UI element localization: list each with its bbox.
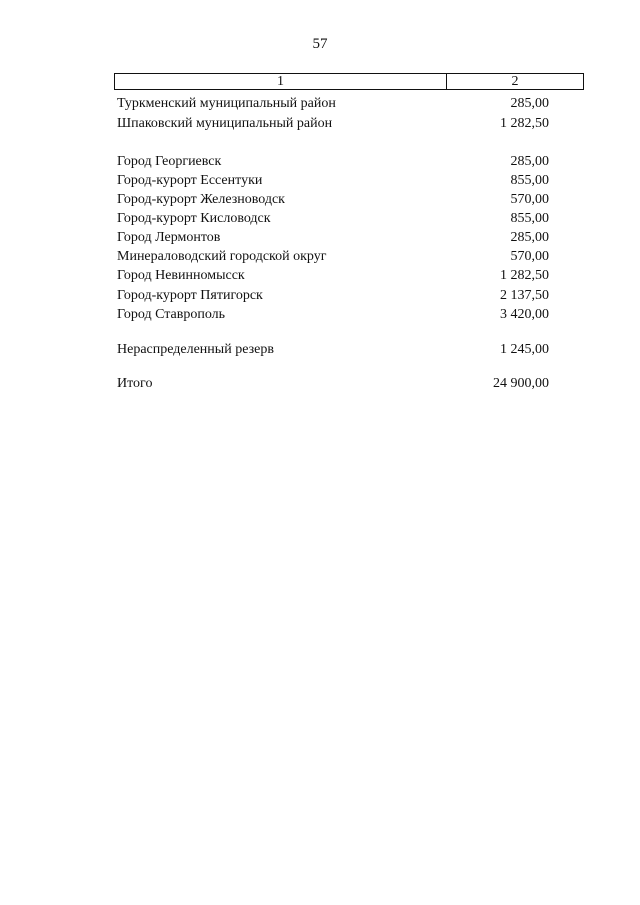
table-row bbox=[117, 152, 549, 171]
row-name: Туркменский муниципальный район bbox=[117, 96, 336, 111]
row-value: 1 245,00 bbox=[500, 342, 549, 357]
page-number: 57 bbox=[312, 36, 328, 52]
row-name: Город-курорт Железноводск bbox=[117, 192, 285, 207]
row-name: Итого bbox=[117, 376, 153, 391]
table-row bbox=[117, 266, 549, 285]
table-row bbox=[117, 114, 549, 133]
row-value: 285,00 bbox=[510, 96, 549, 111]
table-row bbox=[117, 286, 549, 305]
table-row bbox=[117, 247, 549, 266]
row-value: 1 282,50 bbox=[500, 116, 549, 131]
column-header-2: 2 bbox=[511, 74, 519, 89]
row-name: Город-курорт Кисловодск bbox=[117, 211, 271, 226]
row-value: 855,00 bbox=[510, 173, 549, 188]
table-row bbox=[117, 228, 549, 247]
row-value: 3 420,00 bbox=[500, 307, 549, 322]
table-row bbox=[117, 340, 549, 359]
row-name: Шпаковский муниципальный район bbox=[117, 116, 333, 131]
row-name: Город Невинномысск bbox=[117, 268, 245, 283]
row-name: Город Лермонтов bbox=[117, 230, 221, 245]
table-row bbox=[117, 305, 549, 324]
row-name: Минераловодский городской округ bbox=[117, 249, 327, 264]
row-name: Город-курорт Пятигорск bbox=[117, 288, 263, 303]
row-value: 570,00 bbox=[510, 249, 549, 264]
row-name: Нераспределенный резерв bbox=[117, 342, 274, 357]
row-name: Город-курорт Ессентуки bbox=[117, 173, 263, 188]
row-value: 570,00 bbox=[510, 192, 549, 207]
row-name: Город Ставрополь bbox=[117, 307, 226, 322]
row-value: 285,00 bbox=[510, 154, 549, 169]
row-name: Город Георгиевск bbox=[117, 154, 222, 169]
row-value: 855,00 bbox=[510, 211, 549, 226]
table-row bbox=[117, 209, 549, 228]
table-row bbox=[117, 94, 549, 113]
row-value: 1 282,50 bbox=[500, 268, 549, 283]
table-header bbox=[114, 73, 584, 90]
table-row-total bbox=[117, 374, 549, 393]
table-row bbox=[117, 171, 549, 190]
table-row bbox=[117, 190, 549, 209]
row-value: 2 137,50 bbox=[500, 288, 549, 303]
row-value: 285,00 bbox=[510, 230, 549, 245]
row-value: 24 900,00 bbox=[493, 376, 549, 391]
column-header-1: 1 bbox=[115, 74, 447, 89]
